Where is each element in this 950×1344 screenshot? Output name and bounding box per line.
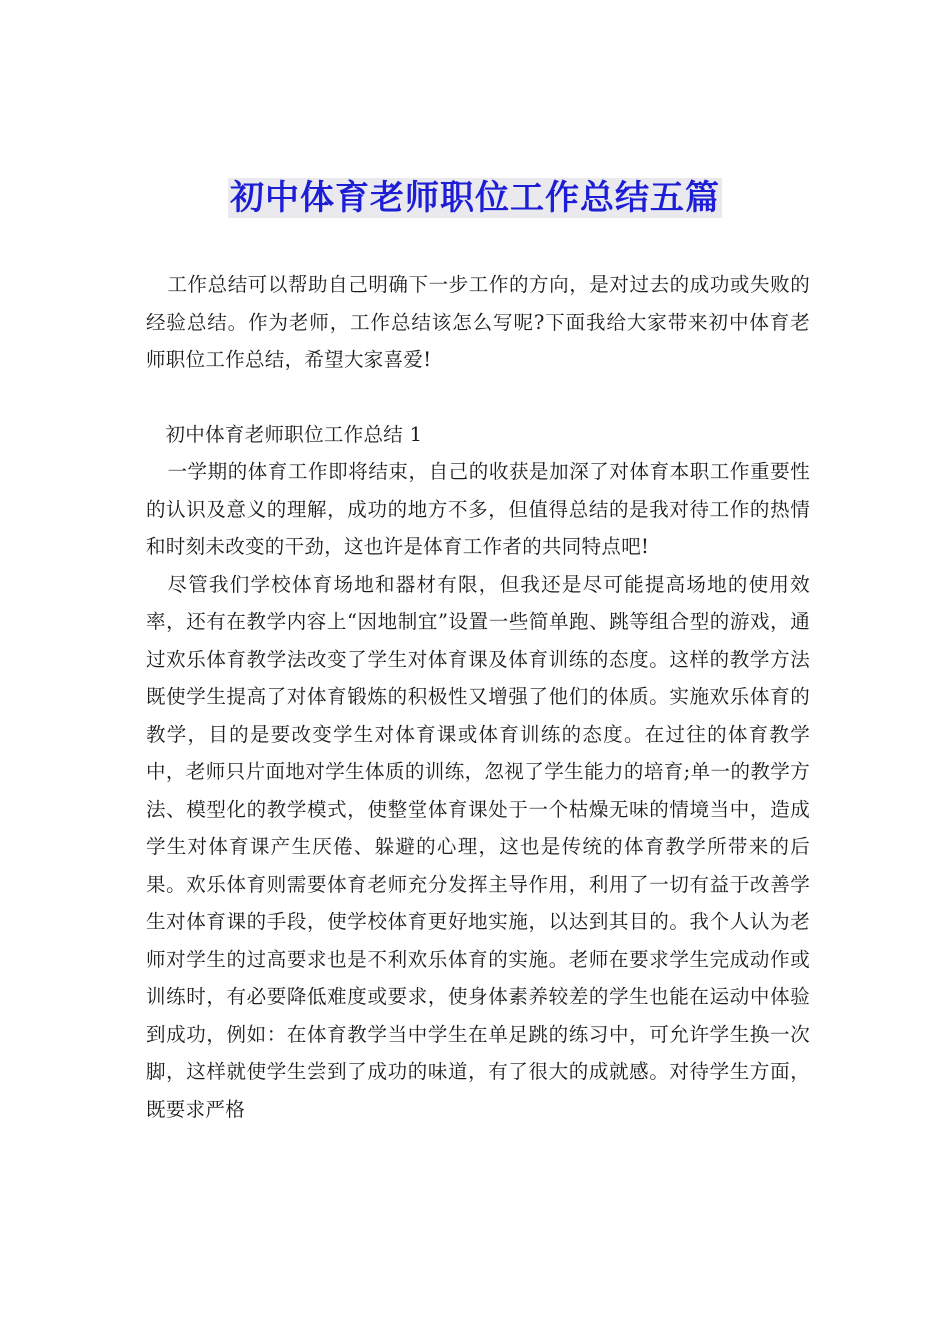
section-heading-1: 初中体育老师职位工作总结 1 (165, 422, 423, 446)
document-body (146, 266, 810, 1128)
body-paragraph-1: 一学期的体育工作即将结束，自己的收获是加深了对体育本职工作重要性的认识及意义的理解，成功的地方不多，但值得总结的是我对待工作的热情和时刻未改变的干劲，这也许是体育工作者的共同特点吧! (146, 460, 810, 558)
body-paragraph-2: 尽管我们学校体育场地和器材有限，但我还是尽可能提高场地的使用效率，还有在教学内容上“因地制宜”设置一些简单跑、跳等组合型的游戏，通过欢乐体育教学法改变了学生对体育课及体育训练的态度。这样的教学方法既使学生提高了对体育锻炼的积极性又增强了他们的体质。实施欢乐体育的教学，目的是要改变学生对体育课或体育训练的态度。在过往的体育教学中，老师只片面地对学生体质的训练，忽视了学生能力的培育;单一的教学方法、模型化的教学模式，使整堂体育课处于一个枯燥无味的情境当中，造成学生对体育课产生厌倦、躲避的心理，这也是传统的体育教学所带来的后果。欢乐体育则需要体育老师充分发挥主导作用，利用了一切有益于改善学生对体育课的手段，使学校体育更好地实施，以达到其目的。我个人认为老师对学生的过高要求也是不利欢乐体育的实施。老师在要求学生完成动作或训练时，有必要降低难度或要求，使身体素养较差的学生也能在运动中体验到成功，例如：在体育教学当中学生在单足跳的练习中，可允许学生换一次脚，这样就使学生尝到了成功的味道，有了很大的成就感。对待学生方面，既要求严格 (146, 572, 810, 1121)
intro-paragraph: 工作总结可以帮助自己明确下一步工作的方向，是对过去的成功或失败的经验总结。作为老师，工作总结该怎么写呢?下面我给大家带来初中体育老师职位工作总结，希望大家喜爱! (146, 273, 810, 371)
document-title-text: 初中体育老师职位工作总结五篇 (230, 178, 720, 218)
document-title (0, 172, 950, 224)
